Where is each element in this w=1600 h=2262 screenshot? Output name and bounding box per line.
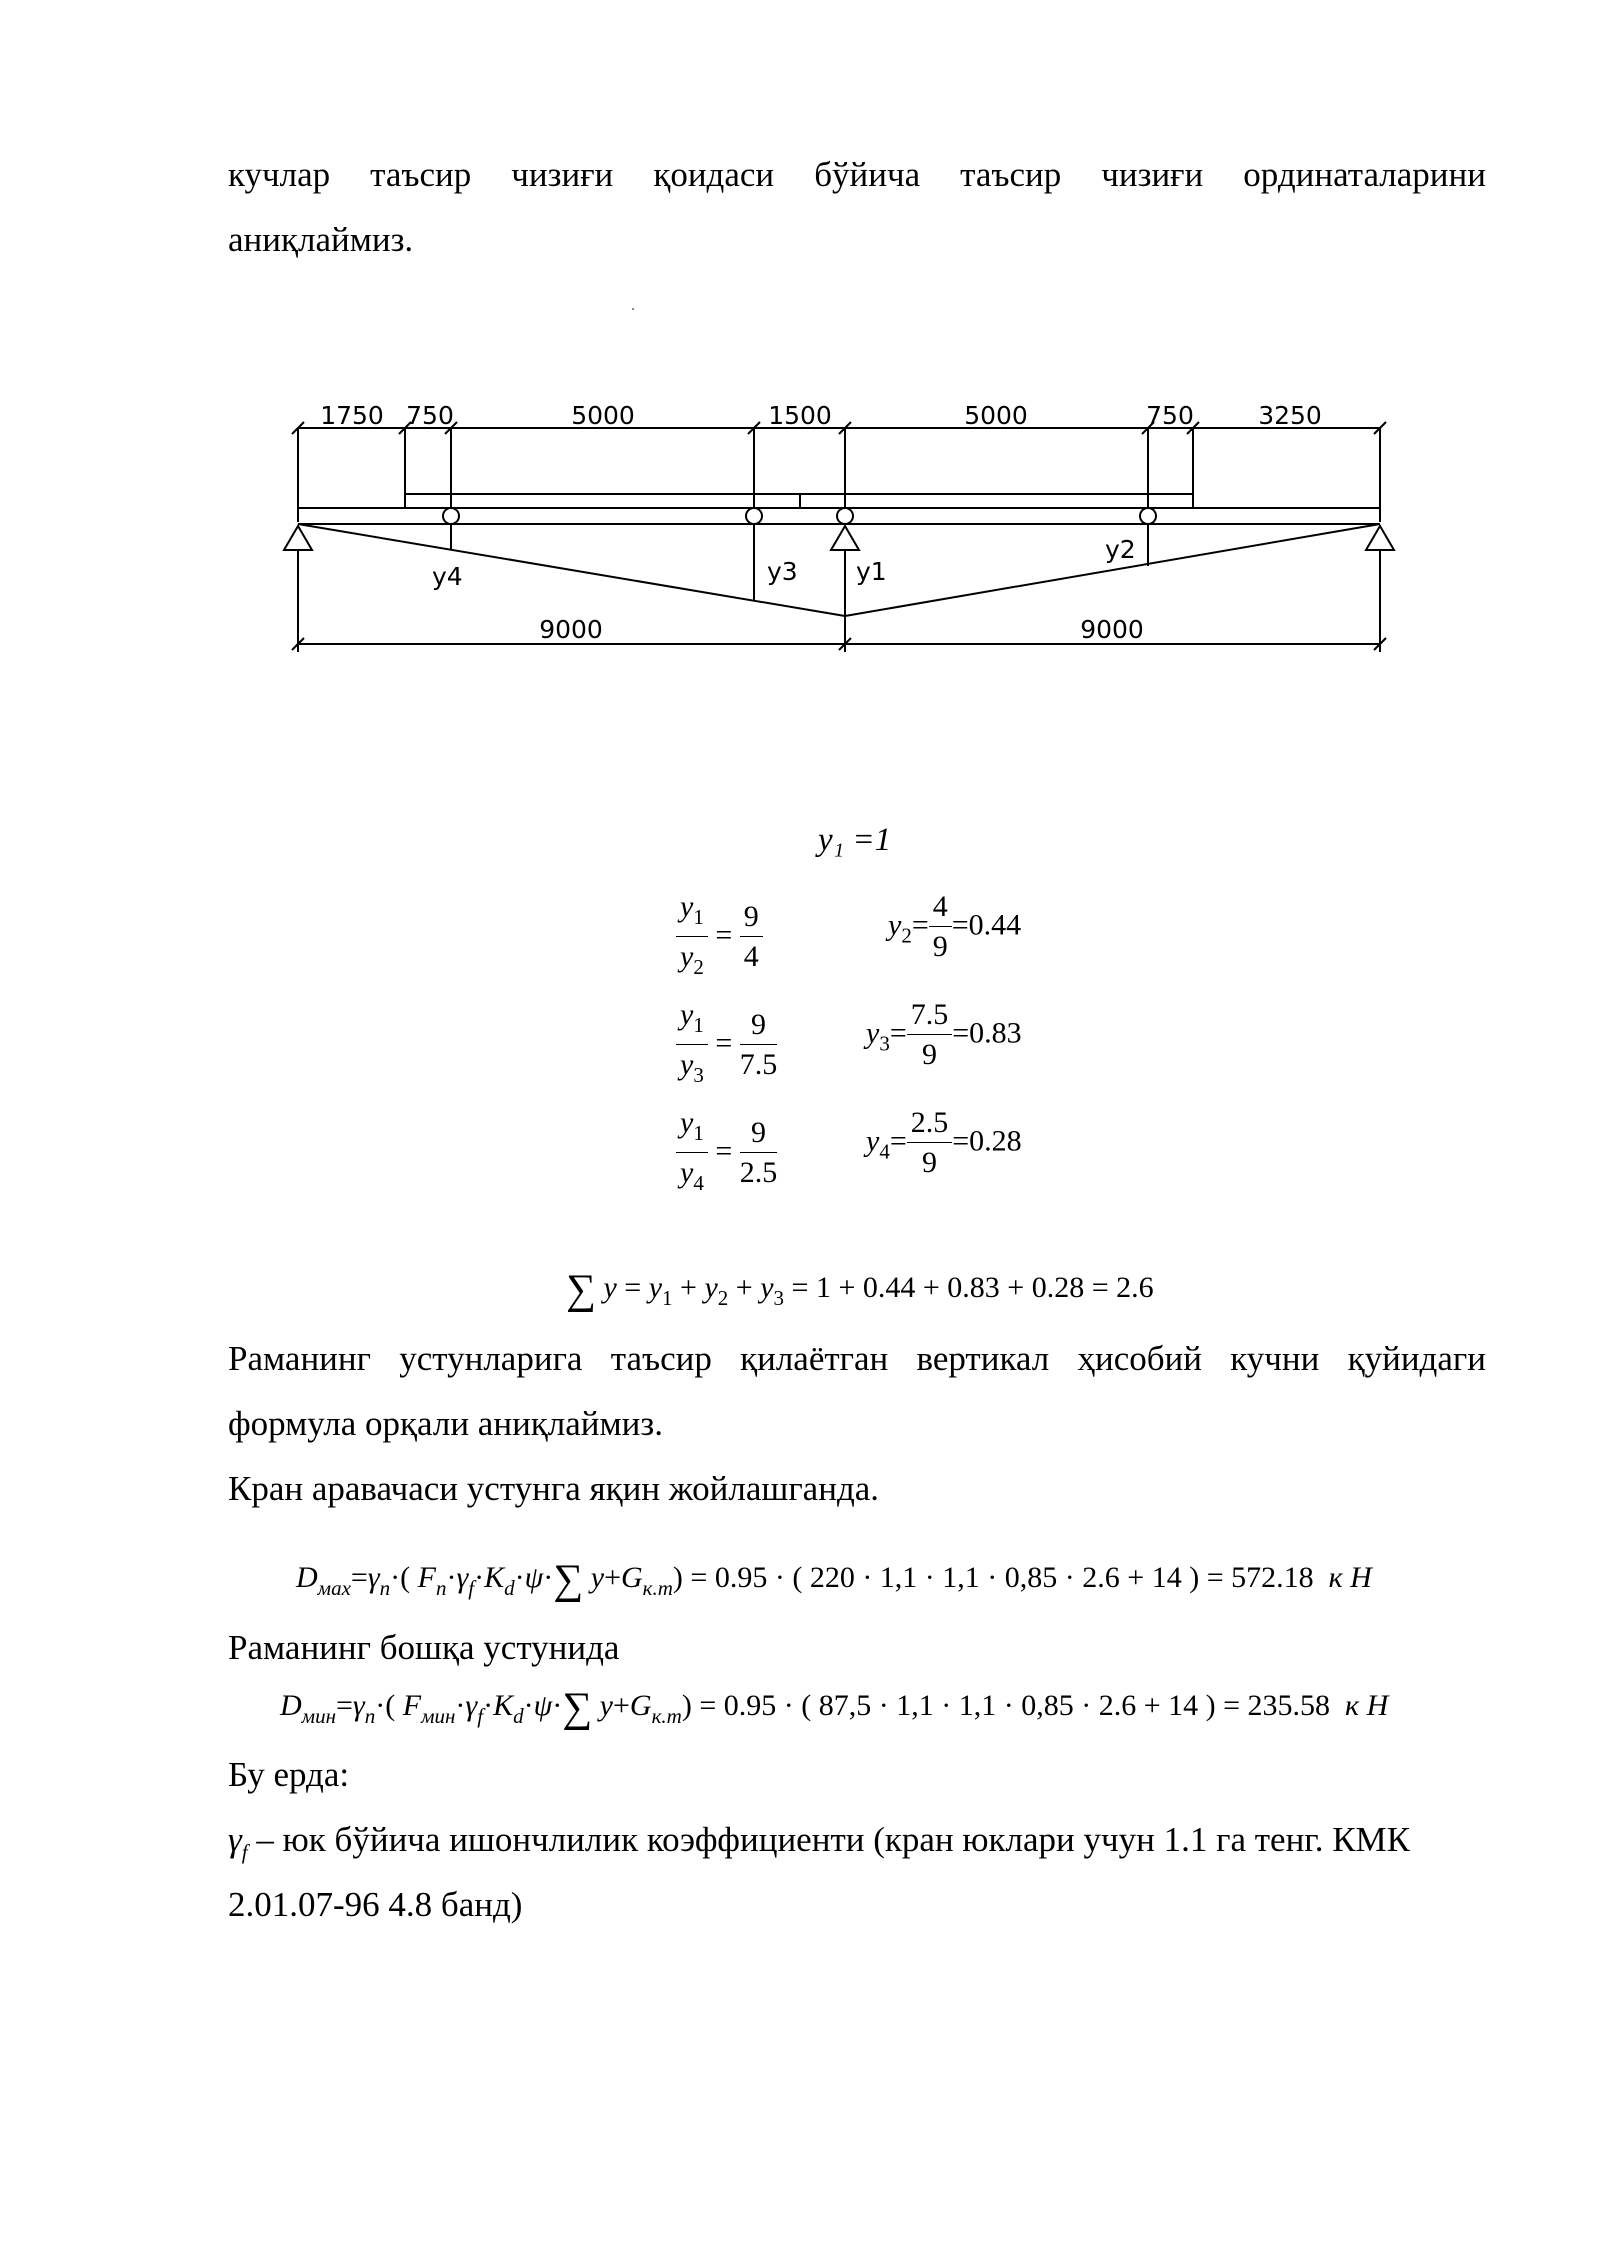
paragraph-1-line-2: аниқлаймиз.	[228, 220, 414, 259]
eq-den: 4	[743, 940, 759, 973]
eq-var: y	[888, 908, 902, 942]
eq-den: 9	[922, 1038, 937, 1071]
eq-var: y	[680, 940, 694, 973]
dim-5000-left: 5000	[571, 401, 635, 430]
eq-sub: 4	[693, 1171, 704, 1195]
eq-sub: 1	[693, 1121, 704, 1145]
dmax-values: = 0.95 · ( 220 · 1,1 · 1,1 · 0,85 · 2.6 + 14 ) = 572.18	[690, 1561, 1314, 1594]
eq-sub: 1	[693, 905, 704, 929]
paragraph-5: Бу ерда:	[228, 1755, 350, 1794]
equation-y1-definition: y₁ =1	[818, 822, 892, 858]
equation-dmax: $D_{мах}=\gamma_n\cdot$( $F_n\cdot\gamma_f\cdot K_d\cdot\psi\cdot\sum$ $y+G_{к.т}) = 0.95$ · ( 220 · 1,1 · 1,1 · 0,85 · 2.6 + 14 ) = 572.18 к Н	[296, 1557, 1372, 1603]
paragraph-2-line-2: формула орқали аниқлаймиз.	[228, 1404, 663, 1443]
eq-var: y	[680, 890, 694, 923]
label-y1: y1	[856, 557, 887, 586]
label-y4: y4	[432, 562, 463, 591]
dmax-sub: мах	[317, 1576, 351, 1600]
paragraph-2-line-1: Раманинг устунларига таъсир қилаётган вертикал ҳисобий кучни қуйидаги	[228, 1339, 1486, 1378]
dmin-values: = 0.95 · ( 87,5 · 1,1 · 1,1 · 0,85 · 2.6 + 14 ) = 235.58	[699, 1689, 1331, 1722]
eq-sub: 3	[879, 1031, 890, 1056]
eq-den: 2.5	[739, 1156, 778, 1189]
dim-3250: 3250	[1258, 401, 1322, 430]
eq-sub: 4	[879, 1139, 890, 1164]
eq-num: 9	[740, 898, 763, 937]
equation-result-2: $y_3=$ $\frac{7.5}{9}$ =0.83	[866, 996, 1022, 1075]
equation-dmin: $D_{мин}=\gamma_n\cdot$( $F_{мин}\cdot\gamma_f\cdot K_d\cdot\psi\cdot\sum$ $y+G_{к.т}) = 0.95$ · ( 87,5 · 1,1 · 1,1 · 0,85 · 2.6 + 14 ) = 235.58 к Н	[280, 1685, 1389, 1731]
dim-1500: 1500	[768, 401, 832, 430]
influence-line-diagram	[270, 385, 1410, 665]
eq-value: 0.44	[968, 908, 1022, 942]
eq-den: 9	[922, 1146, 937, 1179]
eq-sub: 1	[693, 1013, 704, 1037]
eq-value: 0.83	[969, 1016, 1022, 1050]
eq-var: y	[680, 1048, 694, 1081]
eq-var: y	[680, 998, 694, 1031]
dim-750-right: 750	[1146, 401, 1194, 430]
label-y2: y2	[1105, 535, 1136, 564]
eq-num: 9	[740, 1006, 778, 1045]
equation-sum: ∑ $y = y_1 + y_2 + y_3 = 1 + 0.44 + 0.83 + 0.28 = 2.6$	[566, 1267, 1154, 1313]
eq-sub: 2	[693, 955, 704, 979]
eq-var: y	[680, 1106, 694, 1139]
dim-9000-right: 9000	[1080, 615, 1144, 644]
dim-9000-left: 9000	[539, 615, 603, 644]
paragraph-3: Кран аравачаси устунга яқин жойлашганда.	[228, 1469, 880, 1508]
dmax-unit: к Н	[1328, 1561, 1372, 1594]
label-y3: y3	[767, 557, 798, 586]
sum-values: = 1 + 0.44 + 0.83 + 0.28 = 2.6	[791, 1271, 1154, 1304]
paragraph-1-line-1: кучлар таъсир чизиғи қоидаси бўйича таъсир чизиғи ординаталарини	[228, 155, 1486, 194]
eq-sub: 3	[693, 1063, 704, 1087]
dim-5000-right: 5000	[964, 401, 1028, 430]
eq-num: 9	[740, 1114, 778, 1153]
stray-dot	[632, 308, 634, 310]
equation-row-2: $\frac{y_1}{y_3}$ = $\frac{9}{7.5}$	[676, 996, 777, 1095]
equation-row-3: $\frac{y_1}{y_4}$ = $\frac{9}{2.5}$	[676, 1104, 777, 1203]
eq-value: 0.28	[969, 1124, 1022, 1158]
paragraph-6-line-2: 2.01.07-96 4.8 банд)	[228, 1885, 523, 1924]
eq-den: 7.5	[739, 1048, 778, 1081]
equation-result-3: $y_4=$ $\frac{2.5}{9}$ =0.28	[866, 1104, 1022, 1183]
gamma-f-description: – юк бўйича ишончлилик коэффициенти (кран юклари учун 1.1 га тенг. КМК	[256, 1820, 1411, 1859]
eq-den: 9	[932, 930, 948, 963]
eq-var: y	[866, 1016, 880, 1050]
eq-num: 4	[929, 888, 952, 927]
dim-1750: 1750	[320, 401, 384, 430]
dmin-sub: мин	[301, 1704, 336, 1728]
paragraph-4: Раманинг бошқа устунида	[228, 1628, 620, 1667]
equation-result-1: $y_2=$ $\frac{4}{9}$ =0.44	[888, 888, 1021, 967]
eq-num: 7.5	[907, 996, 953, 1035]
dmin-unit: к Н	[1345, 1689, 1389, 1722]
dim-750-left: 750	[406, 401, 454, 430]
equation-row-1: $\frac{y_1}{y_2}$ = $\frac{9}{4}$	[676, 888, 763, 987]
eq-num: 2.5	[907, 1104, 953, 1143]
eq-sub: 2	[901, 923, 912, 948]
eq-var: y	[680, 1156, 694, 1189]
eq-var: y	[866, 1124, 880, 1158]
paragraph-6-line-1: $\gamma_f$ – юк бўйича ишончлилик коэффициенти (кран юклари учун 1.1 га тенг. КМК	[228, 1820, 1411, 1864]
